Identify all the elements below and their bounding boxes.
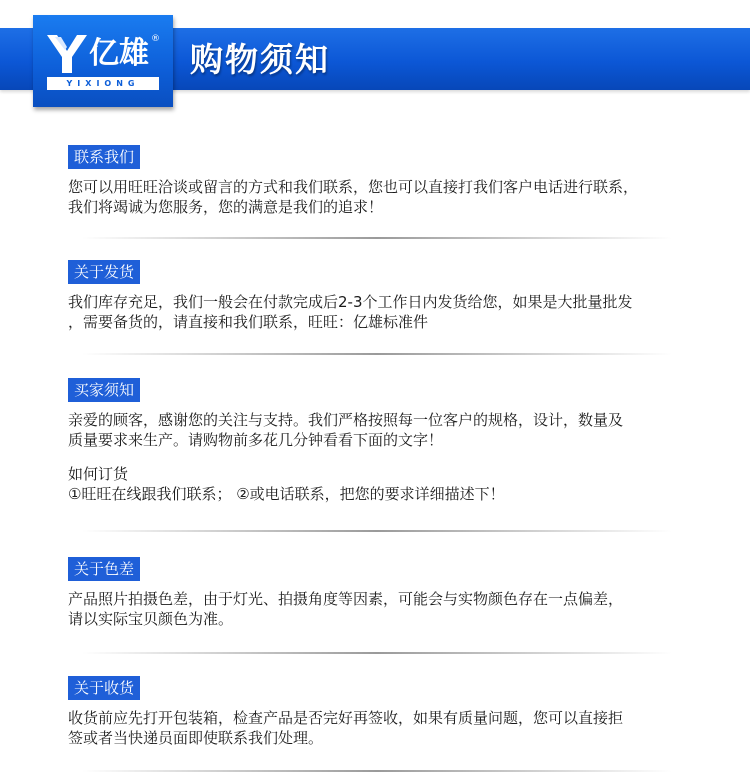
brand-logo	[33, 15, 173, 107]
section-contact-us	[68, 145, 708, 217]
text-line: 如何订货	[68, 465, 129, 483]
registered-mark: ®	[151, 34, 160, 44]
text-line: ①旺旺在线跟我们联系； ②或电话联系，把您的要求详细描述下！	[68, 485, 505, 503]
section-text	[68, 177, 708, 217]
section-text	[68, 410, 708, 504]
text-line: 我们库存充足，我们一般会在付款完成后2-3个工作日内发货给您，如果是大批量批发	[68, 293, 633, 311]
text-line: 产品照片拍摄色差，由于灯光、拍摄角度等因素，可能会与实物颜色存在一点偏差，	[68, 590, 624, 608]
section-label: 关于收货	[68, 676, 140, 700]
text-line: 签或者当快递员面即使联系我们处理。	[68, 729, 324, 747]
text-line: 亲爱的顾客，感谢您的关注与支持。我们严格按照每一位客户的规格，设计，数量及	[68, 411, 624, 429]
section-shipping	[68, 260, 708, 332]
brand-subtitle: YIXIONG	[47, 77, 159, 90]
text-line: 您可以用旺旺洽谈或留言的方式和我们联系，您也可以直接打我们客户电话进行联系，	[68, 178, 639, 196]
section-text	[68, 708, 708, 748]
section-label: 关于发货	[68, 260, 140, 284]
section-text	[68, 589, 708, 629]
section-text	[68, 292, 708, 332]
section-label: 联系我们	[68, 145, 140, 169]
section-buyer-notice	[68, 378, 708, 504]
brand-name: 亿雄	[89, 36, 149, 71]
section-label: 买家须知	[68, 378, 140, 402]
text-line: ，需要备货的，请直接和我们联系，旺旺：亿雄标准件	[68, 313, 429, 331]
section-divider	[82, 353, 672, 355]
text-line: 收货前应先打开包装箱，检查产品是否完好再签收，如果有质量问题，您可以直接拒	[68, 709, 624, 727]
section-color-difference	[68, 557, 708, 629]
text-line: 质量要求来生产。请购物前多花几分钟看看下面的文字！	[68, 431, 444, 449]
section-divider	[82, 237, 672, 239]
section-receiving	[68, 676, 708, 748]
section-divider	[82, 530, 672, 532]
section-divider	[82, 652, 672, 654]
section-label: 关于色差	[68, 557, 140, 581]
section-divider	[82, 770, 672, 772]
text-line: 请以实际宝贝颜色为准。	[68, 610, 234, 628]
page-title: 购物须知	[190, 40, 330, 79]
text-line: 我们将竭诚为您服务，您的满意是我们的追求！	[68, 198, 384, 216]
logo-mark-icon	[47, 35, 87, 73]
